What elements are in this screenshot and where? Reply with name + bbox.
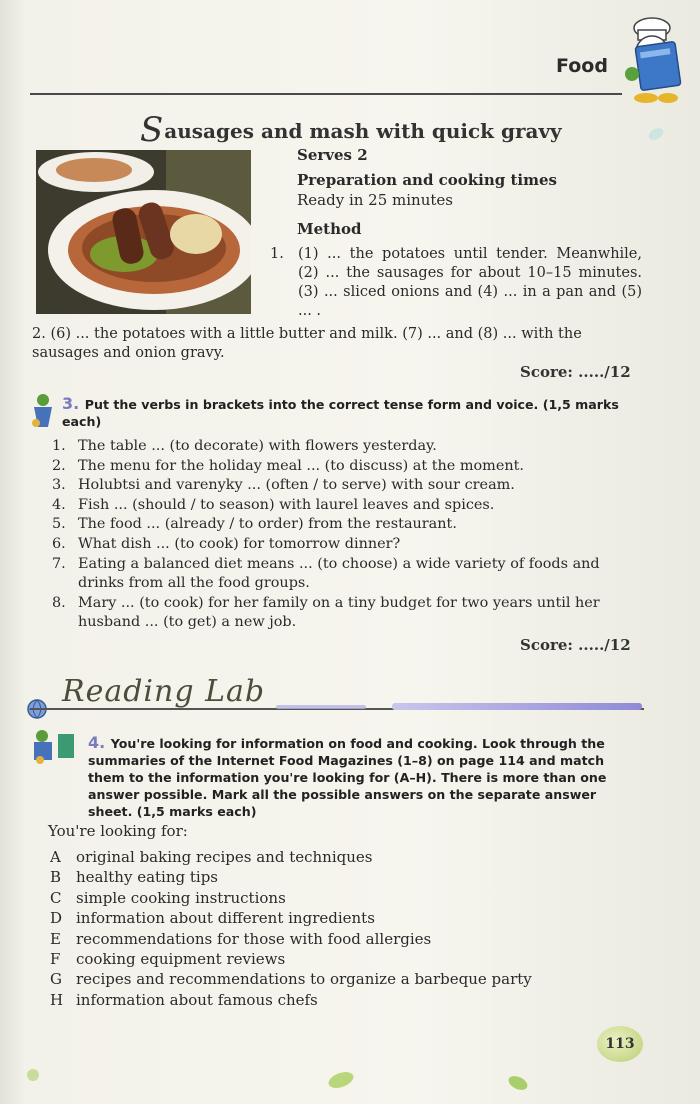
item-text: Mary ... (to cook) for her family on a tiny budget for two years until her husband ... (to get) a new job.	[78, 594, 600, 631]
item-number: 8.	[52, 594, 66, 611]
list-item	[50, 929, 532, 949]
section-title: Food	[556, 55, 608, 77]
option-text: information about famous chefs	[76, 990, 318, 1009]
option-text: recipes and recommendations to organize a barbeque party	[76, 970, 532, 989]
option-letter: G	[50, 970, 62, 989]
option-text: original baking recipes and techniques	[76, 848, 373, 866]
item-text: The food ... (already / to order) from the restaurant.	[78, 516, 457, 533]
exercise-3-icon	[30, 393, 56, 429]
option-letter: H	[50, 990, 64, 1009]
option-letter: A	[50, 848, 61, 866]
exercise-4-instruction: 4. You're looking for information on food and cooking. Look through the summaries of the Internet Food Magazines (1–8) on page 114 and match them to the information you're looking for (A–H). There is more than one answer possible. Mark all the possible answers on the separate answer sheet. (1,5 marks each)	[88, 733, 607, 819]
list-item	[50, 847, 532, 867]
option-text: information about different ingredients	[76, 909, 375, 928]
option-letter: B	[50, 868, 62, 887]
list-item	[52, 594, 644, 633]
chef-mascot-icon	[612, 14, 690, 106]
option-text: simple cooking instructions	[76, 888, 286, 907]
list-item	[50, 888, 532, 908]
item-text: Fish ... (should / to season) with laurel leaves and spices.	[78, 496, 495, 513]
recipe-score: Score: ...../12	[520, 363, 631, 381]
recipe-title-initial: S	[140, 110, 164, 150]
leaf-decoration-icon	[326, 1070, 356, 1090]
item-text: Holubtsi and varenyky ... (often / to serve) with sour cream.	[78, 477, 515, 494]
recipe-title-rest: ausages and mash with quick gravy	[164, 119, 562, 143]
list-item	[50, 969, 532, 989]
reading-lab-accent-small	[276, 705, 366, 709]
exercise-3-instruction: 3. Put the verbs in brackets into the correct tense form and voice. (1,5 marks each)	[62, 394, 619, 429]
exercise-3-instruction-text: Put the verbs in brackets into the correct tense form and voice. (1,5 marks each)	[62, 397, 619, 429]
exercise-3-score: Score: ...../12	[520, 636, 631, 654]
exercise-4-icon	[30, 728, 80, 764]
option-letter: F	[50, 950, 61, 969]
leaf-decoration-icon	[506, 1074, 530, 1092]
prep-heading: Preparation and cooking times	[297, 171, 557, 189]
recipe-title	[140, 110, 562, 150]
page-number: 113	[597, 1026, 643, 1062]
option-letter: C	[50, 888, 62, 907]
list-item	[52, 437, 644, 457]
looking-for-label: You're looking for:	[48, 822, 188, 840]
item-text: Eating a balanced diet means ... (to choose) a wide variety of foods and drinks from all the food groups.	[78, 555, 600, 592]
item-text: The table ... (to decorate) with flowers yesterday.	[78, 438, 437, 454]
item-number: 3.	[52, 477, 66, 494]
list-item	[52, 496, 644, 516]
list-item	[52, 476, 644, 496]
dot-decoration-icon	[24, 1066, 42, 1084]
item-text: The menu for the holiday meal ... (to discuss) at the moment.	[78, 457, 524, 474]
sausages-mash-photo	[36, 150, 251, 314]
item-number: 2.	[52, 457, 66, 474]
list-item	[50, 949, 532, 969]
exercise-3-number: 3	[62, 394, 74, 413]
list-item	[52, 515, 644, 535]
exercise-3-list	[52, 437, 644, 633]
option-text: recommendations for those with food allergies	[76, 929, 432, 948]
exercise-4-instruction-text: You're looking for information on food and cooking. Look through the summaries of the Internet Food Magazines (1–8) on page 114 and match them to the information you're looking for (A–H). There is more than one answer possible. Mark all the possible answers on the separate answer sheet. (1,5 marks each)	[88, 736, 607, 819]
list-item	[50, 990, 532, 1010]
list-item	[50, 867, 532, 887]
item-number: 4.	[52, 496, 66, 513]
reading-lab-accent-bar	[392, 703, 642, 710]
reading-lab-title: Reading Lab	[62, 674, 266, 709]
option-letter: D	[50, 909, 63, 928]
method-step-1	[270, 245, 642, 321]
exercise-4-number: 4	[88, 733, 100, 752]
serves-text: Serves 2	[297, 146, 368, 164]
option-text: healthy eating tips	[76, 868, 219, 887]
reading-lab-banner	[26, 672, 646, 720]
method-step-1-text: (1) ... the potatoes until tender. Meanwhile, (2) ... the sausages for about 10–15 minutes. (3) ... sliced onions and (4) ... in a pan and (5) ... .	[298, 246, 642, 319]
header-rule	[30, 93, 622, 95]
list-item	[52, 457, 644, 477]
item-number: 7.	[52, 555, 66, 572]
item-number: 1.	[52, 438, 66, 454]
method-heading: Method	[297, 220, 362, 238]
method-step-1-number: 1.	[270, 246, 284, 262]
exercise-4-options	[50, 847, 532, 1010]
list-item	[52, 535, 644, 555]
item-text: What dish ... (to cook) for tomorrow dinner?	[78, 535, 401, 552]
item-number: 6.	[52, 535, 66, 552]
item-number: 5.	[52, 516, 66, 533]
method-step-2-text: 2. (6) ... the potatoes with a little butter and milk. (7) ... and (8) ... with the sausages and onion gravy.	[32, 326, 582, 361]
list-item	[50, 908, 532, 928]
list-item	[52, 555, 644, 594]
leaf-decoration-icon	[646, 124, 666, 144]
option-letter: E	[50, 929, 61, 948]
option-text: cooking equipment reviews	[76, 950, 286, 969]
prep-text: Ready in 25 minutes	[297, 191, 453, 209]
